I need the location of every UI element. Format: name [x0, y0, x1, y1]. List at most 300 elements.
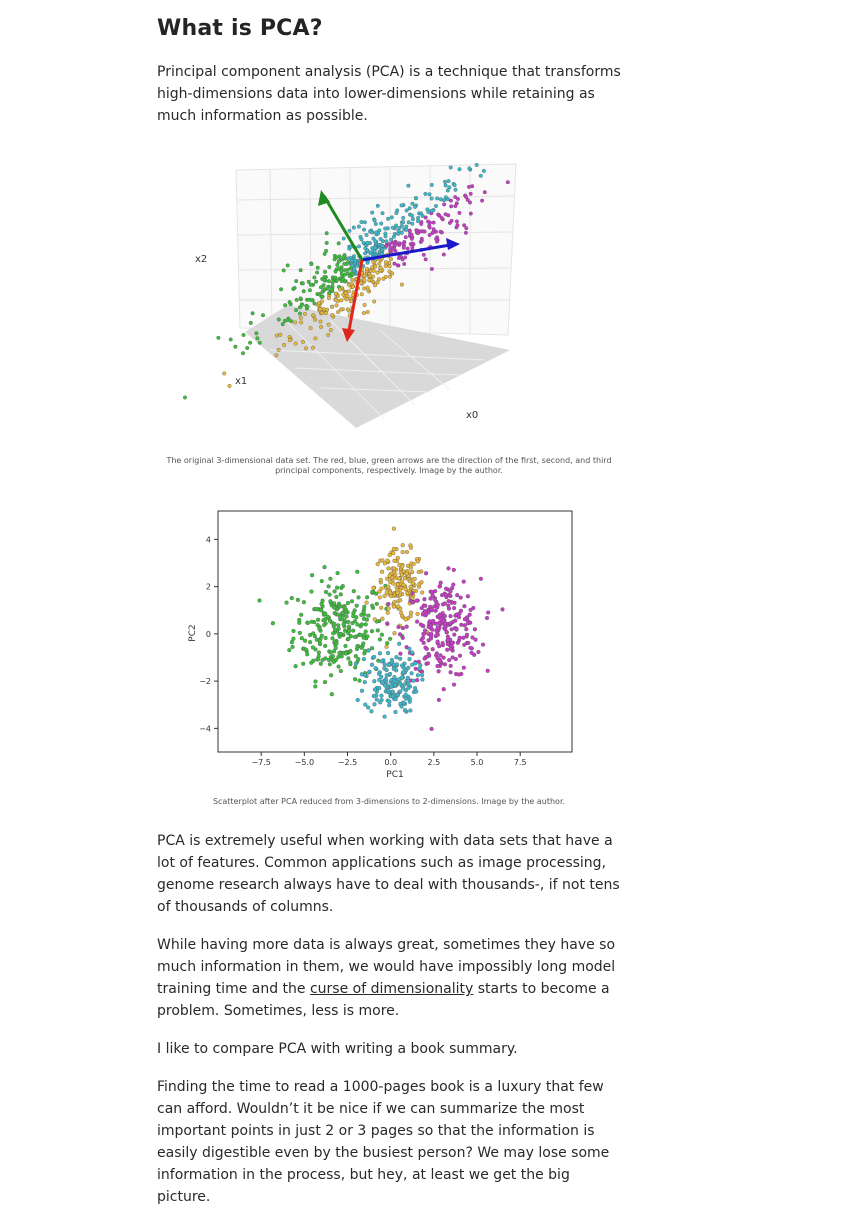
- scatter-point: [370, 604, 374, 608]
- scatter-point-3d: [408, 229, 412, 233]
- scatter-point-3d: [338, 288, 342, 292]
- scatter-point-3d: [350, 278, 354, 282]
- scatter-point-3d: [448, 221, 452, 225]
- scatter-point: [373, 702, 377, 706]
- scatter-point-3d: [336, 310, 340, 314]
- scatter-point: [464, 627, 468, 631]
- scatter-point: [455, 593, 459, 597]
- scatter-point: [411, 591, 415, 595]
- scatter-point-3d: [396, 264, 400, 268]
- scatter-point-3d: [320, 300, 324, 304]
- scatter-point: [374, 666, 378, 670]
- scatter-point-3d: [357, 245, 361, 249]
- scatter-point: [405, 625, 409, 629]
- scatter-point: [290, 640, 294, 644]
- scatter-point: [365, 618, 369, 622]
- scatter-point: [433, 598, 437, 602]
- scatter-point-3d: [377, 262, 381, 266]
- page-title: What is PCA?: [157, 16, 323, 41]
- scatter-point: [419, 623, 423, 627]
- scatter-point-3d: [449, 205, 453, 209]
- scatter-point: [401, 543, 405, 547]
- paragraph-1: PCA is extremely useful when working with data sets that have a lot of features. Common applications such as image processing, genome research always have to deal with thousands-, if not tens of thousands of columns.: [157, 833, 620, 915]
- scatter-point: [372, 679, 376, 683]
- scatter-point: [392, 547, 396, 551]
- scatter-point: [335, 641, 339, 645]
- scatter-point: [392, 667, 396, 671]
- scatter-point: [372, 655, 376, 659]
- scatter-point: [387, 567, 391, 571]
- scatter-point: [414, 690, 418, 694]
- scatter-point-3d: [430, 183, 434, 187]
- scatter-point: [427, 638, 431, 642]
- scatter-point: [410, 671, 414, 675]
- scatter-point: [403, 708, 407, 712]
- scatter-point: [339, 632, 343, 636]
- scatter-point-3d: [217, 336, 221, 340]
- scatter-point: [389, 594, 393, 598]
- scatter-point: [363, 680, 367, 684]
- scatter-point: [396, 583, 400, 587]
- scatter-point: [387, 607, 391, 611]
- scatter-point: [410, 570, 414, 574]
- scatter-point-3d: [379, 222, 383, 226]
- scatter-point: [438, 613, 442, 617]
- scatter-point: [438, 585, 442, 589]
- scatter-point: [449, 594, 453, 598]
- scatter-point: [361, 642, 365, 646]
- scatter-point: [378, 596, 382, 600]
- scatter-point-3d: [416, 216, 420, 220]
- scatter-point-3d: [402, 242, 406, 246]
- scatter-point-3d: [462, 224, 466, 228]
- scatter-point: [392, 679, 396, 683]
- scatter-point: [408, 657, 412, 661]
- scatter-point: [313, 685, 317, 689]
- scatter-point: [378, 700, 382, 704]
- scatter-point-3d: [357, 225, 361, 229]
- scatter-point: [452, 683, 456, 687]
- scatter-point-3d: [334, 292, 338, 296]
- scatter-point-3d: [295, 298, 299, 302]
- scatter-point: [426, 661, 430, 665]
- scatter-point: [380, 660, 384, 664]
- scatter-point: [479, 577, 483, 581]
- scatter-point-3d: [229, 338, 233, 342]
- scatter-point: [394, 710, 398, 714]
- scatter-point-3d: [456, 197, 460, 201]
- scatter-point-3d: [383, 227, 387, 231]
- scatter-point-3d: [366, 310, 370, 314]
- scatter-point: [421, 678, 425, 682]
- scatter-point-3d: [432, 227, 436, 231]
- scatter-point-3d: [325, 308, 329, 312]
- scatter-point: [486, 669, 490, 673]
- scatter-point-3d: [348, 229, 352, 233]
- scatter-point: [401, 626, 405, 630]
- scatter-point: [302, 600, 306, 604]
- x-tick-label: 5.0: [470, 758, 484, 767]
- scatter-point-3d: [458, 211, 462, 215]
- scatter-point-3d: [299, 321, 303, 325]
- scatter-point-3d: [352, 254, 356, 258]
- scatter-point-3d: [397, 232, 401, 236]
- curse-of-dimensionality-link[interactable]: curse of dimensionality: [309, 981, 474, 997]
- scatter-point-3d: [356, 264, 360, 268]
- scatter-point: [452, 633, 456, 637]
- scatter-point: [436, 640, 440, 644]
- scatter-point: [315, 638, 319, 642]
- scatter-point: [333, 628, 337, 632]
- scatter-point: [365, 595, 369, 599]
- scatter-point: [370, 663, 374, 667]
- scatter-point-3d: [426, 220, 430, 224]
- scatter-point: [340, 655, 344, 659]
- scatter-point-3d: [288, 338, 292, 342]
- scatter-point: [406, 682, 410, 686]
- scatter-point-3d: [435, 197, 439, 201]
- scatter-point: [308, 640, 312, 644]
- scatter-point-3d: [362, 287, 366, 291]
- scatter-point: [430, 628, 434, 632]
- x-axis-label: PC1: [386, 770, 404, 780]
- scatter-point: [462, 666, 466, 670]
- scatter-point: [313, 634, 317, 638]
- scatter-point-3d: [434, 204, 438, 208]
- scatter-point: [413, 662, 417, 666]
- scatter-point: [397, 625, 401, 629]
- scatter-point-3d: [411, 246, 415, 250]
- scatter-point-3d: [324, 311, 328, 315]
- scatter-point: [310, 620, 314, 624]
- scatter-point-3d: [345, 298, 349, 302]
- scatter-point-3d: [435, 240, 439, 244]
- scatter-point: [449, 614, 453, 618]
- scatter-point: [306, 621, 310, 625]
- scatter-point-3d: [346, 294, 350, 298]
- scatter-point: [380, 694, 384, 698]
- paragraph-3: I like to compare PCA with writing a book summary.: [157, 1041, 518, 1057]
- scatter-point-3d: [331, 313, 335, 317]
- scatter-point-3d: [389, 238, 393, 242]
- scatter-point-3d: [346, 257, 350, 261]
- scatter-point: [379, 675, 383, 679]
- scatter-point-3d: [304, 347, 308, 351]
- scatter-point: [449, 647, 453, 651]
- scatter-point-3d: [363, 221, 367, 225]
- scatter-point: [319, 608, 323, 612]
- scatter-point-3d: [261, 313, 265, 317]
- scatter-point: [452, 568, 456, 572]
- scatter-point: [337, 627, 341, 631]
- scatter-point-3d: [464, 231, 468, 235]
- scatter-point-3d: [402, 262, 406, 266]
- scatter-point-3d: [363, 278, 367, 282]
- scatter-point: [411, 601, 415, 605]
- scatter-point: [367, 614, 371, 618]
- scatter-point-3d: [371, 231, 375, 235]
- scatter-point: [436, 633, 440, 637]
- scatter-point: [409, 614, 413, 618]
- scatter-point-3d: [384, 260, 388, 264]
- scatter-point-3d: [327, 323, 331, 327]
- scatter-point: [459, 596, 463, 600]
- scatter-point-3d: [479, 174, 483, 178]
- scatter-point: [401, 636, 405, 640]
- scatter-point: [321, 658, 325, 662]
- scatter-point-3d: [453, 183, 457, 187]
- scatter-point-3d: [311, 313, 315, 317]
- scatter-point-3d: [405, 209, 409, 213]
- intro-paragraph: Principal component analysis (PCA) is a technique that transforms high-dimensions data into lower-dimensions while retaining as much information as possible.: [157, 64, 621, 124]
- scatter-point-3d: [414, 197, 418, 201]
- scatter-point: [443, 614, 447, 618]
- scatter-point: [395, 591, 399, 595]
- scatter-point: [458, 654, 462, 658]
- scatter-point: [409, 546, 413, 550]
- scatter-point: [447, 599, 451, 603]
- scatter-point-3d: [351, 285, 355, 289]
- scatter-point-3d: [442, 203, 446, 207]
- scatter-point-3d: [301, 340, 305, 344]
- scatter-point-3d: [404, 235, 408, 239]
- scatter-point-3d: [468, 167, 472, 171]
- scatter-point-3d: [277, 318, 281, 322]
- scatter-point: [409, 709, 413, 713]
- scatter-point: [316, 658, 320, 662]
- scatter-point: [310, 590, 314, 594]
- scatter-point-3d: [351, 264, 355, 268]
- scatter-point: [370, 646, 374, 650]
- scatter-point: [338, 615, 342, 619]
- axis-label-x1: x1: [235, 376, 248, 387]
- scatter-point: [364, 623, 368, 627]
- scatter-point: [383, 594, 387, 598]
- scatter-point-3d: [415, 228, 419, 232]
- scatter-point: [362, 657, 366, 661]
- scatter-point-3d: [388, 264, 392, 268]
- scatter-point-3d: [446, 189, 450, 193]
- scatter-point: [385, 591, 389, 595]
- scatter-point-3d: [422, 253, 426, 257]
- scatter-point: [390, 658, 394, 662]
- figure1-caption: The original 3-dimensional data set. The red, blue, green arrows are the direction of the first, second, and third principal components, respectively. Image by the author.: [166, 456, 612, 475]
- scatter-point: [430, 608, 434, 612]
- scatter-point-3d: [410, 233, 414, 237]
- scatter-point: [466, 621, 470, 625]
- scatter-point-3d: [331, 281, 335, 285]
- scatter-point-3d: [411, 202, 415, 206]
- scatter-point-3d: [388, 275, 392, 279]
- scatter-point: [346, 620, 350, 624]
- scatter-point-3d: [373, 284, 377, 288]
- scatter-point-3d: [442, 253, 446, 257]
- scatter-point-3d: [381, 248, 385, 252]
- scatter-point-3d: [316, 266, 320, 270]
- scatter-point-3d: [470, 184, 474, 188]
- scatter-point-3d: [483, 190, 487, 194]
- scatter-point-3d: [337, 242, 341, 246]
- scatter-point: [336, 571, 340, 575]
- scatter-point: [405, 572, 409, 576]
- scatter-point-3d: [439, 230, 443, 234]
- scatter-point: [450, 627, 454, 631]
- scatter-point-3d: [329, 328, 333, 332]
- scatter-point: [356, 623, 360, 627]
- scatter-point-3d: [323, 275, 327, 279]
- scatter-point: [446, 635, 450, 639]
- scatter-point-3d: [363, 252, 367, 256]
- scatter-point: [437, 698, 441, 702]
- scatter-point-3d: [400, 224, 404, 228]
- scatter-point: [370, 709, 374, 713]
- scatter-point-3d: [381, 244, 385, 248]
- scatter-point-3d: [289, 319, 293, 323]
- scatter-point-3d: [279, 288, 283, 292]
- scatter-point: [363, 649, 367, 653]
- scatter-point: [375, 698, 379, 702]
- scatter-point: [423, 657, 427, 661]
- scatter-point: [441, 603, 445, 607]
- scatter-point-3d: [360, 292, 364, 296]
- scatter-point: [339, 604, 343, 608]
- scatter-point: [462, 580, 466, 584]
- scatter-point: [379, 606, 383, 610]
- scatter-point-3d: [334, 276, 338, 280]
- scatter-point: [437, 669, 441, 673]
- scatter-point: [385, 622, 389, 626]
- scatter-point: [321, 599, 325, 603]
- scatter-point: [424, 604, 428, 608]
- scatter-point-3d: [258, 341, 262, 345]
- scatter-point-3d: [411, 222, 415, 226]
- scatter-point-3d: [299, 268, 303, 272]
- scatter-point: [423, 629, 427, 633]
- scatter-point-3d: [372, 269, 376, 273]
- scatter-point-3d: [400, 231, 404, 235]
- scatter-point-3d: [327, 279, 331, 283]
- scatter-point-3d: [339, 308, 343, 312]
- scatter-point: [424, 571, 428, 575]
- scatter-point-3d: [373, 219, 377, 223]
- scatter-point-3d: [301, 282, 305, 286]
- scatter-point: [449, 670, 453, 674]
- scatter-point-3d: [368, 279, 372, 283]
- scatter-point: [454, 672, 458, 676]
- scatter-point-3d: [370, 266, 374, 270]
- scatter-point: [317, 651, 321, 655]
- scatter-point: [401, 550, 405, 554]
- scatter-point: [323, 612, 327, 616]
- scatter-point-3d: [423, 230, 427, 234]
- scatter-point: [400, 664, 404, 668]
- scatter-point: [290, 596, 294, 600]
- scatter-point-3d: [251, 312, 255, 316]
- scatter-point-3d: [401, 220, 405, 224]
- scatter-point: [416, 673, 420, 677]
- scatter-point: [393, 683, 397, 687]
- scatter-point-3d: [255, 332, 259, 336]
- scatter-point: [355, 647, 359, 651]
- scatter-point: [271, 621, 275, 625]
- scatter-point-3d: [424, 192, 428, 196]
- scatter-point-3d: [386, 217, 390, 221]
- scatter-point-3d: [349, 299, 353, 303]
- scatter-point-3d: [390, 216, 394, 220]
- scatter-point: [319, 662, 323, 666]
- scatter-point-3d: [300, 304, 304, 308]
- scatter-point: [378, 638, 382, 642]
- scatter-point: [400, 614, 404, 618]
- scatter-point-3d: [326, 333, 330, 337]
- scatter-point: [316, 618, 320, 622]
- scatter-point-3d: [389, 246, 393, 250]
- scatter-point-3d: [327, 296, 331, 300]
- scatter-point-3d: [294, 308, 298, 312]
- scatter-point: [420, 580, 424, 584]
- scatter-point-3d: [407, 184, 411, 188]
- scatter-point: [416, 560, 420, 564]
- scatter-point: [351, 614, 355, 618]
- scatter-point: [294, 664, 298, 668]
- scatter-point-3d: [330, 287, 334, 291]
- scatter-point: [456, 641, 460, 645]
- scatter-point-3d: [318, 308, 322, 312]
- scatter-point-3d: [313, 318, 317, 322]
- scatter-point: [330, 692, 334, 696]
- scatter-point: [485, 616, 489, 620]
- scatter-point: [415, 620, 419, 624]
- scatter-point: [366, 634, 370, 638]
- scatter-point-3d: [443, 180, 447, 184]
- scatter-point: [347, 637, 351, 641]
- scatter-point-3d: [286, 318, 290, 322]
- scatter-point: [409, 611, 413, 615]
- scatter-point: [421, 636, 425, 640]
- scatter-point-3d: [319, 286, 323, 290]
- scatter-point: [328, 662, 332, 666]
- scatter-point: [440, 593, 444, 597]
- scatter-point-3d: [335, 304, 339, 308]
- scatter-point: [355, 570, 359, 574]
- scatter-point-3d: [330, 305, 334, 309]
- scatter-point-3d: [382, 277, 386, 281]
- scatter-point: [402, 583, 406, 587]
- scatter-point-3d: [394, 224, 398, 228]
- scatter-point-3d: [454, 188, 458, 192]
- scatter-point-3d: [288, 300, 292, 304]
- scatter-point: [347, 629, 351, 633]
- scatter-point: [423, 597, 427, 601]
- scatter-point: [372, 694, 376, 698]
- scatter-point-3d: [275, 354, 279, 358]
- scatter-point: [376, 659, 380, 663]
- scatter-point: [314, 607, 318, 611]
- scatter-point: [360, 646, 364, 650]
- scatter-point: [329, 599, 333, 603]
- scatter-point-3d: [406, 247, 410, 251]
- x-ticks: [251, 752, 526, 767]
- figure-2d-scatter: [0, 505, 854, 785]
- scatter-point: [376, 629, 380, 633]
- scatter-point-3d: [308, 298, 312, 302]
- scatter-point: [390, 685, 394, 689]
- scatter-point: [439, 654, 443, 658]
- scatter-point-3d: [389, 257, 393, 261]
- scatter-point: [348, 661, 352, 665]
- scatter-point: [395, 663, 399, 667]
- scatter-point: [383, 715, 387, 719]
